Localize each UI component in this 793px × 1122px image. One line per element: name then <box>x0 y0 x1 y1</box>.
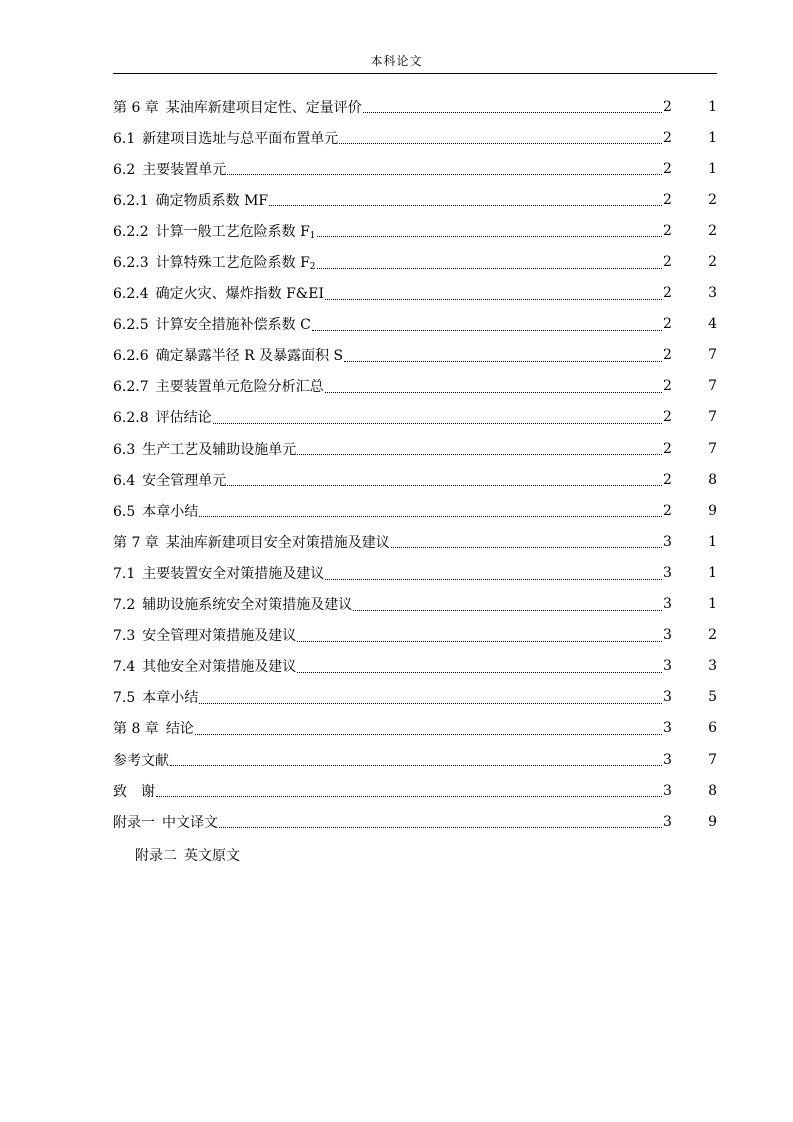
toc-entry-label <box>113 687 198 707</box>
toc-entry-title: 参考文献 <box>113 752 169 769</box>
dot-leader <box>344 360 662 362</box>
toc-entry[interactable] <box>113 122 717 153</box>
toc-entry-label <box>113 252 316 272</box>
toc-entry[interactable] <box>113 464 717 495</box>
toc-entry[interactable] <box>113 526 717 557</box>
toc-entry-subscript: 1 <box>309 230 316 241</box>
header-divider <box>113 73 717 74</box>
table-of-contents <box>113 91 717 837</box>
toc-entry-label <box>113 439 296 459</box>
toc-page-number-overflow: 3 <box>708 285 717 302</box>
toc-entry-label <box>113 532 390 552</box>
toc-entry-number: 7.5 <box>113 690 136 707</box>
toc-page-number: 3 <box>663 720 672 737</box>
toc-page-number: 2 <box>663 502 672 519</box>
toc-entry-label <box>113 97 362 117</box>
toc-page-number-overflow: 8 <box>708 471 717 488</box>
toc-entry-number: 6.2.8 <box>113 410 149 427</box>
toc-entry-title: 计算安全措施补偿系数 C <box>155 317 311 334</box>
toc-page-number: 3 <box>663 596 672 613</box>
toc-entry-subscript: 2 <box>309 262 316 273</box>
toc-entry-label <box>113 750 169 770</box>
toc-page-number: 2 <box>663 129 672 146</box>
toc-entry-label <box>113 594 352 614</box>
toc-page-number-overflow: 2 <box>708 191 717 208</box>
dot-leader <box>199 515 662 517</box>
dot-leader <box>199 702 662 704</box>
toc-entry[interactable] <box>113 433 717 464</box>
toc-page-number-overflow: 3 <box>708 658 717 675</box>
toc-page-number: 2 <box>663 378 672 395</box>
toc-entry[interactable] <box>113 184 717 215</box>
toc-page-number: 3 <box>663 782 672 799</box>
toc-page-number: 3 <box>663 627 672 644</box>
toc-page-number-overflow: 2 <box>708 222 717 239</box>
toc-entry[interactable] <box>113 744 717 775</box>
dot-leader <box>269 204 662 206</box>
toc-entry-title: 本章小结 <box>142 690 199 707</box>
toc-entry-title: 致 谢 <box>113 783 155 800</box>
toc-page-number-overflow: 4 <box>708 316 717 333</box>
toc-entry-number: 6.2.2 <box>113 223 149 240</box>
dot-leader <box>317 235 662 237</box>
toc-entry-label <box>113 470 226 490</box>
toc-entry-number: 6.2 <box>113 161 136 178</box>
toc-entry-title: 生产工艺及辅助设施单元 <box>142 441 297 458</box>
toc-entry-number: 7.3 <box>113 628 136 645</box>
dot-leader <box>297 453 662 455</box>
toc-entry-number: 7.2 <box>113 597 136 614</box>
dot-leader <box>156 795 662 797</box>
toc-entry-label <box>113 283 324 303</box>
toc-entry[interactable] <box>113 495 717 526</box>
toc-entry-title: 计算特殊工艺危险系数 F <box>155 255 310 272</box>
toc-entry-number: 6.2.3 <box>113 255 149 272</box>
toc-entry-number: 6.4 <box>113 472 136 489</box>
toc-page-number-overflow: 7 <box>708 751 717 768</box>
toc-entry[interactable] <box>113 309 717 340</box>
toc-entry[interactable] <box>113 371 717 402</box>
toc-entry-title: 英文原文 <box>184 848 240 864</box>
toc-entry-appendix-2[interactable] <box>135 845 240 865</box>
toc-entry-title: 其他安全对策措施及建议 <box>142 659 297 676</box>
toc-entry-number: 附录二 <box>135 848 177 864</box>
toc-page-number-overflow: 7 <box>708 440 717 457</box>
toc-page-number-overflow: 7 <box>708 347 717 364</box>
toc-entry-title: 安全管理对策措施及建议 <box>142 628 297 645</box>
toc-entry-label <box>113 718 194 738</box>
toc-entry[interactable] <box>113 246 717 277</box>
toc-entry-title: 某油库新建项目定性、定量评价 <box>165 99 362 116</box>
toc-page-number: 2 <box>663 254 672 271</box>
toc-page-number: 3 <box>663 658 672 675</box>
toc-page-number: 2 <box>663 160 672 177</box>
dot-leader <box>325 578 662 580</box>
toc-entry-label <box>113 407 212 427</box>
toc-entry-label <box>113 159 226 179</box>
dot-leader <box>297 671 662 673</box>
toc-entry-number: 6.2.7 <box>113 379 149 396</box>
toc-page-number-overflow: 2 <box>708 254 717 271</box>
toc-page-number-overflow: 2 <box>708 627 717 644</box>
toc-entry[interactable] <box>113 278 717 309</box>
dot-leader <box>227 484 662 486</box>
toc-page-number-overflow: 1 <box>708 129 717 146</box>
toc-entry-title: 中文译文 <box>162 814 218 831</box>
toc-entry-title: 辅助设施系统安全对策措施及建议 <box>142 597 353 614</box>
toc-entry-label <box>113 221 316 241</box>
toc-entry[interactable] <box>113 682 717 713</box>
toc-entry[interactable] <box>113 775 717 806</box>
toc-entry[interactable] <box>113 91 717 122</box>
toc-entry-title: 确定暴露半径 R 及暴露面积 S <box>155 348 344 365</box>
toc-entry[interactable] <box>113 215 717 246</box>
toc-page-number-overflow: 1 <box>708 533 717 550</box>
toc-entry-number: 第 8 章 <box>113 721 159 738</box>
toc-page-number-overflow: 9 <box>708 502 717 519</box>
toc-entry-label <box>113 314 311 334</box>
toc-entry-number: 6.5 <box>113 503 136 520</box>
toc-entry[interactable] <box>113 651 717 682</box>
toc-entry-number: 7.1 <box>113 565 136 582</box>
toc-page-number: 3 <box>663 751 672 768</box>
toc-entry-title: 确定火灾、爆炸指数 F&EI <box>155 286 325 303</box>
header-title: 本科论文 <box>370 54 423 68</box>
dot-leader <box>195 733 662 735</box>
toc-entry[interactable] <box>113 340 717 371</box>
toc-page-number-overflow: 9 <box>708 813 717 830</box>
toc-entry-title: 主要装置单元 <box>142 161 227 178</box>
toc-entry-title: 某油库新建项目安全对策措施及建议 <box>165 534 390 551</box>
dot-leader <box>213 422 662 424</box>
toc-entry-title: 新建项目选址与总平面布置单元 <box>142 130 339 147</box>
toc-page-number-overflow: 1 <box>708 98 717 115</box>
toc-entry[interactable] <box>113 557 717 588</box>
toc-entry[interactable] <box>113 402 717 433</box>
toc-entry-label <box>113 128 338 148</box>
toc-entry-label <box>113 190 268 210</box>
toc-page-number: 3 <box>663 689 672 706</box>
toc-page-number-overflow: 5 <box>708 689 717 706</box>
dot-leader <box>219 826 662 828</box>
toc-page-number: 2 <box>663 222 672 239</box>
toc-page-number-overflow: 6 <box>708 720 717 737</box>
toc-entry-title: 结论 <box>165 721 194 738</box>
toc-entry-label <box>113 625 296 645</box>
dot-leader <box>339 142 662 144</box>
toc-entry-title: 安全管理单元 <box>142 472 227 489</box>
dot-leader <box>325 298 662 300</box>
dot-leader <box>353 609 662 611</box>
toc-entry-number: 6.3 <box>113 441 136 458</box>
toc-page-number: 2 <box>663 409 672 426</box>
toc-entry-label <box>113 345 343 365</box>
dot-leader <box>391 546 662 548</box>
toc-page-number-overflow: 1 <box>708 564 717 581</box>
toc-entry-label <box>113 656 296 676</box>
toc-entry-number: 第 6 章 <box>113 99 159 116</box>
toc-page-number: 2 <box>663 98 672 115</box>
dot-leader <box>170 764 662 766</box>
toc-entry-label <box>113 563 324 583</box>
dot-leader <box>227 173 662 175</box>
toc-entry-title: 计算一般工艺危险系数 F <box>155 223 310 240</box>
toc-page-number-overflow: 7 <box>708 378 717 395</box>
toc-page-number-overflow: 1 <box>708 596 717 613</box>
toc-entry[interactable] <box>113 713 717 744</box>
toc-page-number: 2 <box>663 285 672 302</box>
toc-entry[interactable] <box>113 806 717 837</box>
toc-entry-number: 6.2.1 <box>113 192 149 209</box>
dot-leader <box>317 267 662 269</box>
dot-leader <box>325 391 662 393</box>
toc-entry[interactable] <box>113 589 717 620</box>
toc-entry-number: 附录一 <box>113 814 155 831</box>
toc-entry[interactable] <box>113 620 717 651</box>
toc-entry-number: 6.2.4 <box>113 286 149 303</box>
toc-entry-title: 确定物质系数 MF <box>155 192 269 209</box>
toc-entry-label <box>113 376 324 396</box>
toc-entry-label <box>113 812 218 832</box>
toc-entry-title: 本章小结 <box>142 503 199 520</box>
dot-leader <box>312 329 662 331</box>
toc-page-number: 3 <box>663 564 672 581</box>
toc-page-number: 2 <box>663 347 672 364</box>
toc-entry-title: 评估结论 <box>155 410 212 427</box>
toc-page-number: 2 <box>663 191 672 208</box>
dot-leader <box>297 640 662 642</box>
toc-page-number-overflow: 8 <box>708 782 717 799</box>
toc-page-number: 3 <box>663 813 672 830</box>
toc-page-number: 3 <box>663 533 672 550</box>
toc-page-number-overflow: 1 <box>708 160 717 177</box>
toc-entry[interactable] <box>113 153 717 184</box>
toc-entry-title: 主要装置单元危险分析汇总 <box>155 379 324 396</box>
toc-entry-label <box>113 781 155 801</box>
toc-page-number-overflow: 7 <box>708 409 717 426</box>
toc-page-number: 2 <box>663 440 672 457</box>
toc-entry-number: 6.2.5 <box>113 317 149 334</box>
toc-entry-number: 7.4 <box>113 659 136 676</box>
toc-entry-label <box>113 501 198 521</box>
toc-entry-number: 6.2.6 <box>113 348 149 365</box>
toc-page-number: 2 <box>663 316 672 333</box>
toc-entry-number: 6.1 <box>113 130 136 147</box>
toc-page-number: 2 <box>663 471 672 488</box>
toc-entry-number: 第 7 章 <box>113 534 159 551</box>
toc-entry-title: 主要装置安全对策措施及建议 <box>142 565 325 582</box>
dot-leader <box>363 111 662 113</box>
